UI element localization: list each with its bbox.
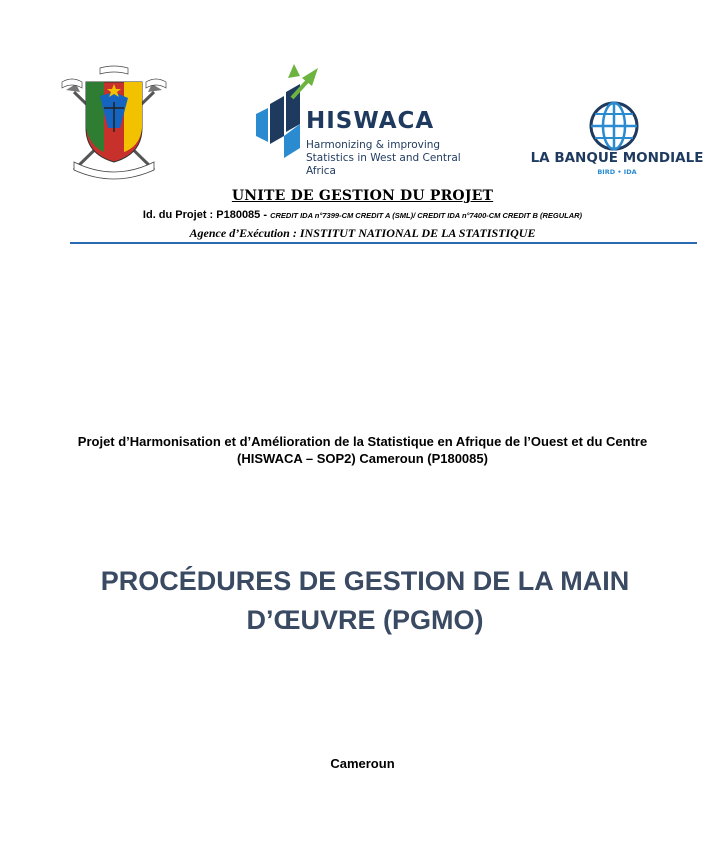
logo-row — [0, 0, 725, 185]
world-bank-sub: BIRD • IDA — [597, 168, 637, 176]
document-title: PROCÉDURES DE GESTION DE LA MAIN D’ŒUVRE (PGMO) — [100, 566, 630, 635]
world-bank-globe-icon — [588, 100, 640, 152]
world-bank-logo — [522, 100, 712, 180]
hiswaca-name: HISWACA — [306, 108, 435, 134]
project-name: Projet d’Harmonisation et d’Amélioration de la Statistique en Afrique de l’Ouest et du Centre (HISWACA – SOP2) Cameroun (P180085) — [77, 434, 648, 466]
credit-references: CREDIT IDA n°7399-CM CREDIT A (SML)/ CREDIT IDA n°7400-CM CREDIT B (REGULAR) — [270, 211, 583, 220]
hiswaca-logo — [248, 58, 461, 177]
project-id-label: Id. du Projet : P180085 - — [142, 209, 268, 221]
project-id-line — [0, 209, 725, 221]
cameroon-coat-of-arms-icon — [60, 62, 168, 180]
header-divider — [70, 242, 697, 244]
project-unit-heading: UNITE DE GESTION DU PROJET — [231, 188, 494, 204]
world-bank-name: LA BANQUE MONDIALE — [530, 150, 704, 166]
hiswaca-tagline: Harmonizing & improving Statistics in West and Central Africa — [306, 139, 461, 177]
executing-agency: Agence d’Exécution : INSTITUT NATIONAL DE LA STATISTIQUE — [189, 226, 536, 240]
country-label: Cameroun — [330, 756, 395, 771]
